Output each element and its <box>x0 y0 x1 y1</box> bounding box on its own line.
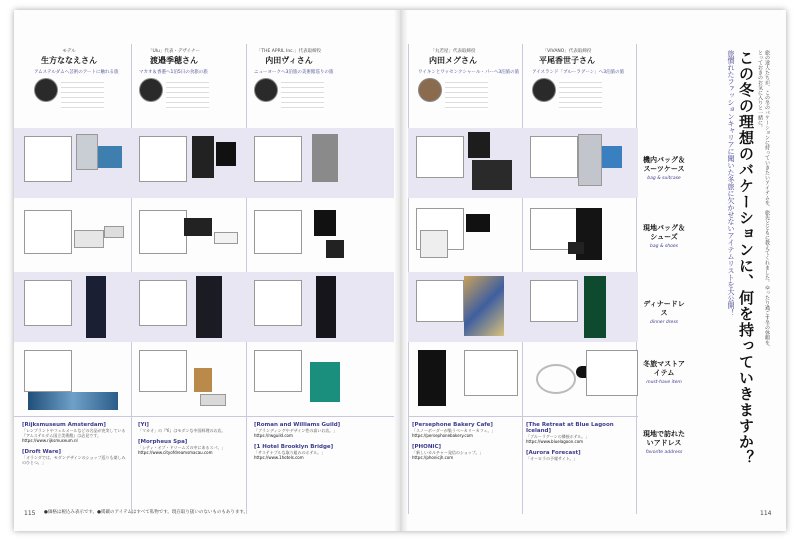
avatar <box>139 78 163 102</box>
profile-tag: アイスランド「ブルーラグーン」へ3泊旅の旅 <box>532 70 625 75</box>
profile-4 <box>418 48 520 126</box>
address-name: [Persephone Bakery Cafe] <box>412 422 493 428</box>
tote-image <box>602 146 622 168</box>
profile-name: 生方ななえさん <box>41 56 97 65</box>
suitcase-image <box>76 134 98 170</box>
comment-bubble <box>586 350 638 396</box>
address-text: 「ブランディングやデザイン性の高いお店。」 <box>254 428 338 433</box>
scarf-image <box>310 362 340 402</box>
intro-text: 旅の達人たちが、この冬のバケーションに持っていきたいアイテムを、旅先とともに教えてくれました。ゆったり過ごす冬の休暇を、とっておきのお気に入りと一緒に。 <box>757 50 770 350</box>
profile-tag: マカオ＆香港へ1泊5日の食旅の旅 <box>139 70 208 75</box>
duffle-image <box>472 160 512 190</box>
address-text: 「ブルーラグーンの隣接ホテル。」 <box>526 434 590 439</box>
row-bag-shoes-right <box>408 200 638 270</box>
address-3 <box>254 422 364 460</box>
address-name: [1 Hotel Brooklyn Bridge] <box>254 444 334 450</box>
profile-role: 「VIVANO」代表取締役 <box>542 49 592 54</box>
shoes-image <box>104 226 124 238</box>
category-label: 冬旅マストアイテム <box>643 360 685 377</box>
address-url[interactable]: https://www.bluelagoon.com <box>526 439 584 444</box>
left-page <box>14 10 400 531</box>
category-bag-suitcase <box>640 156 688 181</box>
profile-text <box>281 78 324 110</box>
comment-bubble <box>24 350 72 392</box>
category-label: 機内バッグ＆スーツケース <box>643 156 685 173</box>
main-headline: この冬の理想のバケーションに、何を持っていきますか？ <box>737 50 755 466</box>
dress-image <box>584 276 606 338</box>
suitcase-image <box>578 134 602 186</box>
profile-tag: アムステルダムへ芸術のアートに触れる旅 <box>34 70 119 75</box>
address-url[interactable]: https://www.1hotels.com <box>254 455 304 460</box>
bag-image <box>568 242 584 254</box>
profile-2 <box>139 48 209 126</box>
backpack-image <box>468 132 490 158</box>
comment-bubble <box>254 350 302 392</box>
cosmetics-image <box>28 392 118 410</box>
address-text: 「サステナブルな取り組みのホテル。」 <box>254 450 326 455</box>
profile-tag: ニューヨークへ3泊旅の美術館巡りの旅 <box>254 70 334 75</box>
avatar <box>34 78 58 102</box>
comment-bubble <box>254 280 302 326</box>
profile-role: 「丸若屋」代表取締役 <box>430 49 476 54</box>
profile-tag: ワイキンとワッセンクシャール・パーヘ3泊旅の旅 <box>418 70 520 75</box>
comment-bubble <box>530 280 578 322</box>
comment-bubble <box>24 280 72 326</box>
address-text: 「オーロラの予報サイト。」 <box>526 456 578 461</box>
address-name: [Aurora Forecast] <box>526 450 581 456</box>
category-label: 現地バッグ＆シューズ <box>643 224 685 241</box>
address-5 <box>526 422 634 461</box>
profile-role: モデル <box>62 49 76 54</box>
address-name: [Yi] <box>138 422 149 428</box>
coat-image <box>418 350 446 406</box>
address-2 <box>138 422 242 455</box>
profile-3 <box>254 48 334 126</box>
top-margin <box>14 10 400 40</box>
address-text: 「オランダでは、モダンデザインのショップ巡りも楽しみのひとつ。」 <box>22 455 126 465</box>
comment-bubble <box>24 136 72 182</box>
boots-image <box>314 210 336 236</box>
comment-bubble <box>254 136 302 182</box>
page-number-right: 114 <box>760 510 772 517</box>
avatar <box>254 78 278 102</box>
address-4 <box>412 422 518 460</box>
category-en: favorite address <box>645 450 683 455</box>
category-address <box>640 430 688 455</box>
comment-bubble <box>139 136 187 182</box>
profile-role: 「Ulu」代表・デザイナー <box>147 49 201 54</box>
category-bag-shoes <box>640 224 688 249</box>
dress-image <box>196 276 222 338</box>
address-url[interactable]: https://phonicjh.com <box>412 455 454 460</box>
category-en: bag & suitcase <box>647 176 681 181</box>
row-dinner-dress <box>14 272 394 342</box>
sub-headline: 旅慣れたファッションキャリアに聞いた冬旅に欠かせないアイテムリストを大公開！ <box>727 50 735 316</box>
row-must-have <box>14 344 394 414</box>
address-url[interactable]: https://persephonebakery.com <box>412 433 473 438</box>
profile-name: 内田ヴィさん <box>265 56 313 65</box>
comment-bubble <box>416 280 464 322</box>
profile-name: 渡邉季穂さん <box>150 56 198 65</box>
category-en: dinner dress <box>649 320 679 325</box>
page-number-left: 115 <box>24 510 36 517</box>
address-1 <box>22 422 126 465</box>
avatar <box>418 78 442 102</box>
shoes-image <box>214 232 238 244</box>
right-page <box>400 10 786 531</box>
address-url[interactable]: https://www.cityofdreamsmacau.com <box>138 450 213 455</box>
address-name: [PHONIC] <box>412 444 442 450</box>
magazine-spread <box>14 10 786 531</box>
comment-bubble <box>139 210 187 254</box>
perfume-image <box>194 368 212 392</box>
comment-bubble <box>416 136 464 178</box>
category-label: ディナードレス <box>643 300 685 317</box>
profile-1 <box>34 48 119 126</box>
profile-text <box>61 78 104 110</box>
row-dinner-dress-right <box>408 272 638 342</box>
handbag-image <box>98 146 122 168</box>
address-text: 「レンブラントやフェルメールなどの名品が充実している『アムステルダム国立美術館』は必見です。 <box>22 428 126 438</box>
bag-image <box>466 214 490 232</box>
profile-text <box>445 78 488 110</box>
footnote: ●価格は税込み表示です。●掲載のアイテムはすべて私物です。現在取り扱いのないものもあります。 <box>44 510 249 515</box>
profile-name: 内田メグさん <box>429 56 477 65</box>
bag-image <box>184 218 212 236</box>
address-name: [Rijksmuseum Amsterdam] <box>22 422 106 428</box>
comment-bubble <box>139 350 187 392</box>
address-name: [The Retreat at Blue Lagoon Iceland] <box>526 422 614 434</box>
row-bag-suitcase <box>14 128 394 198</box>
bag-image <box>216 142 236 166</box>
category-en: bag & shoes <box>650 244 678 249</box>
comment-bubble <box>464 350 518 396</box>
address-text: 「マカオ」の『Yi』はモダンな中国料理のお店。 <box>138 428 226 433</box>
profile-text <box>166 78 209 110</box>
category-must-have <box>640 360 688 385</box>
profile-name: 平尾香世子さん <box>539 56 595 65</box>
address-name: [Morpheus Spa] <box>138 439 188 445</box>
silk-dress-image <box>464 276 504 336</box>
profile-role: 「THE APRIL Inc.」代表取締役 <box>256 49 322 54</box>
address-url[interactable]: https://www.rijksmuseum.nl <box>22 438 78 443</box>
category-label: 現地で訪れたいアドレス <box>643 430 685 447</box>
row-bag-shoes <box>14 200 394 270</box>
cream-image <box>200 394 226 406</box>
suitcase-image <box>192 136 214 178</box>
shoes-image <box>420 230 448 258</box>
address-text: 「スノーボーダーが集うベーカリーカフェ。」 <box>412 428 496 433</box>
avatar <box>532 78 556 102</box>
row-bag-suitcase-right <box>408 128 638 198</box>
comment-bubble <box>254 210 302 254</box>
address-text: 「新しいカルチャー発信のショップ。」 <box>412 450 484 455</box>
dress-image <box>86 276 106 338</box>
category-en: must-have item <box>646 380 682 385</box>
row-must-have-right <box>408 344 638 414</box>
address-name: [Roman and Williams Guild] <box>254 422 341 428</box>
category-dinner-dress <box>640 300 688 325</box>
bag-image <box>326 240 344 258</box>
earrings-image <box>536 364 576 394</box>
suitcase-image <box>312 134 338 182</box>
address-divider <box>14 416 394 417</box>
address-divider <box>408 416 638 417</box>
address-text: 「シティ・オブ・ドリームズの中にあるスパ。」 <box>138 445 226 450</box>
profile-text <box>559 78 602 110</box>
comment-bubble <box>139 280 187 326</box>
dress-image <box>316 276 336 338</box>
comment-bubble <box>530 136 578 178</box>
profile-5 <box>532 48 625 126</box>
spine-shadow <box>394 10 408 531</box>
bag-image <box>74 230 104 248</box>
address-url[interactable]: https://rwguild.com <box>254 433 293 438</box>
comment-bubble <box>24 210 72 254</box>
address-name: [Droft Ware] <box>22 449 62 455</box>
